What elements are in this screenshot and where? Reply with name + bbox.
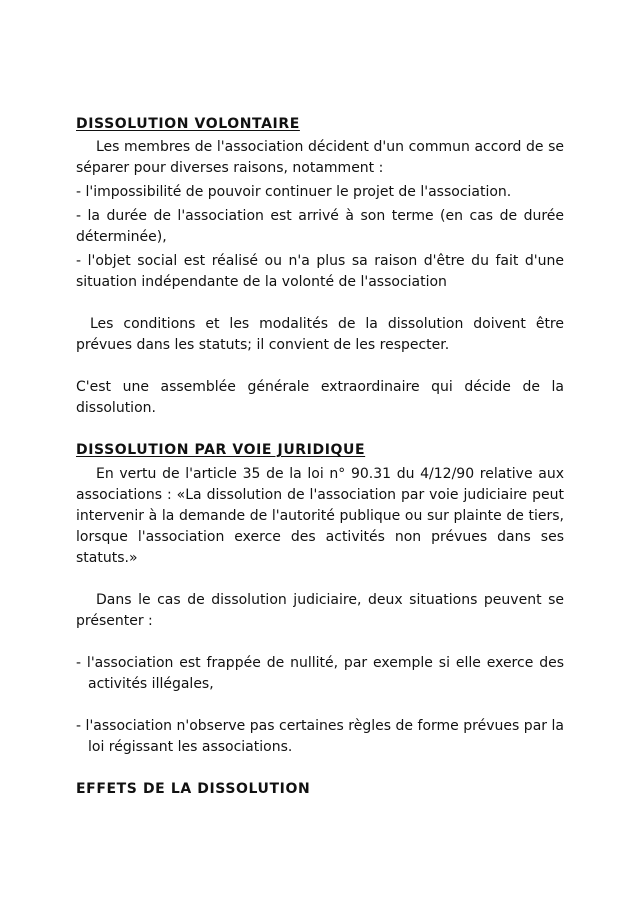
paragraph-law-article: En vertu de l'article 35 de la loi n° 90.31 du 4/12/90 relative aux associations : «La dissolution de l'association par voie judiciaire peut intervenir à la demande de l'autorité publique ou sur plainte de tiers, lorsque l'association exerce des activités non prévues dans ses statuts.» bbox=[76, 466, 564, 566]
paragraph-cases-intro: Dans le cas de dissolution judiciaire, deux situations peuvent se présenter : bbox=[76, 592, 564, 629]
heading-judicial-dissolution: DISSOLUTION PAR VOIE JURIDIQUE bbox=[76, 442, 366, 458]
list-item-object-realized: - l'objet social est réalisé ou n'a plus sa raison d'être du fait d'une situation indépendante de la volonté de l'association bbox=[76, 253, 564, 290]
paragraph-general-assembly: C'est une assemblée générale extraordinaire qui décide de la dissolution. bbox=[76, 379, 564, 416]
list-item-term-reached: - la durée de l'association est arrivé à son terme (en cas de durée déterminée), bbox=[76, 208, 564, 245]
heading-voluntary-dissolution: DISSOLUTION VOLONTAIRE bbox=[76, 116, 300, 132]
document-body bbox=[76, 114, 564, 800]
list-item-impossibility: - l'impossibilité de pouvoir continuer le projet de l'association. bbox=[76, 184, 512, 200]
list-item-form-rules: - l'association n'observe pas certaines règles de forme prévues par la loi régissant les associations. bbox=[76, 718, 564, 755]
paragraph-conditions: Les conditions et les modalités de la dissolution doivent être prévues dans les statuts; il convient de les respecter. bbox=[76, 316, 564, 353]
heading-dissolution-effects: EFFETS DE LA DISSOLUTION bbox=[76, 781, 311, 797]
list-item-nullity: - l'association est frappée de nullité, par exemple si elle exerce des activités illégales, bbox=[76, 655, 564, 692]
paragraph-intro: Les membres de l'association décident d'un commun accord de se séparer pour diverses raisons, notamment : bbox=[76, 139, 564, 176]
